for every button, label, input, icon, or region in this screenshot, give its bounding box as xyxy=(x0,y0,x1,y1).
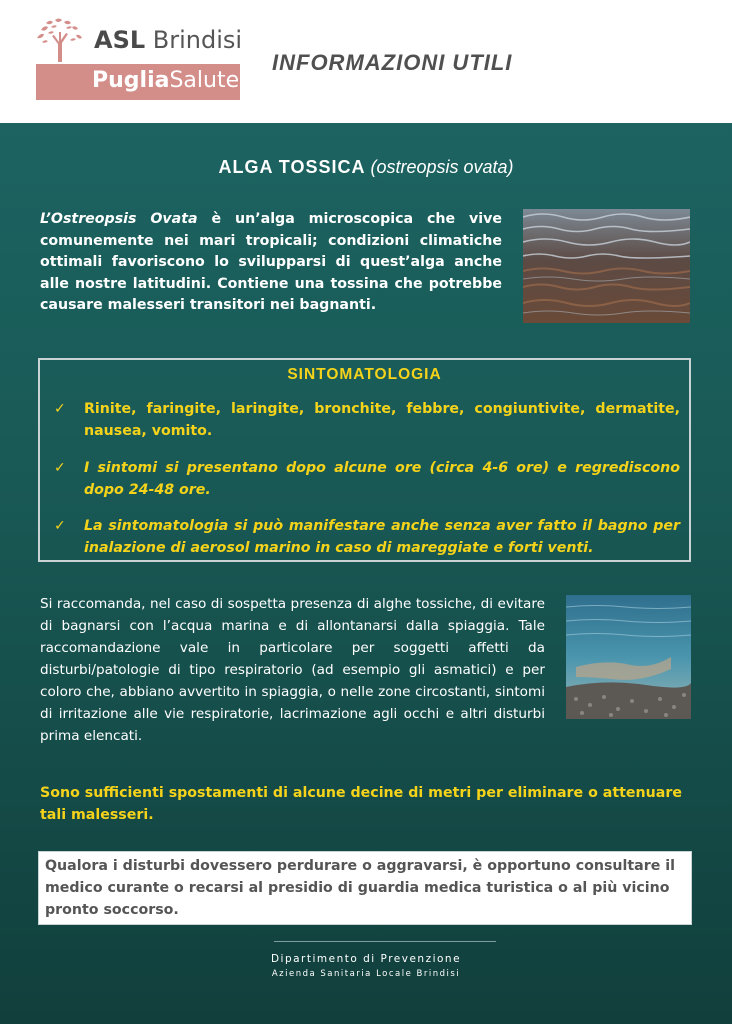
logo-puglia-salute-bar: PugliaSalute xyxy=(36,64,240,100)
symptoms-title: SINTOMATOLOGIA xyxy=(287,366,442,383)
asl-tree-logo-icon xyxy=(34,18,86,62)
header xyxy=(0,0,732,123)
recommendation-paragraph: Si raccomanda, nel caso di sospetta presenza di alghe tossiche, di evitare di bagnarsi con l’acqua marina e di allontanarsi dalla spiaggia. Tale raccomandazione vale in particolare per soggetti affetti da disturbi/patologie di tipo respiratorio (ad esempio gli asmatici) e per coloro che, abbiano avvertito in spiaggia, o nelle zone circostanti, sintomi di irritazione alle vie respiratorie, lacrimazione agli occhi e altri disturbi prima elencati. xyxy=(40,596,545,744)
symptoms-box xyxy=(38,358,691,562)
symptom-item: ✓ I sintomi si presentano dopo alcune ore (circa 4-6 ore) e regrediscono dopo 24-48 ore. xyxy=(54,457,680,501)
checkmark-icon: ✓ xyxy=(54,460,66,476)
symptom-item: ✓ La sintomatologia si può manifestare anche senza aver fatto il bagno per inalazione di aerosol marino in caso di mareggiate e forti venti. xyxy=(54,515,680,559)
footer-divider xyxy=(274,941,496,942)
footer-organization: Azienda Sanitaria Locale Brindisi xyxy=(271,969,461,979)
page-title: INFORMAZIONI UTILI xyxy=(272,50,513,75)
logo-wordmark: ASL Brindisi xyxy=(94,26,243,54)
seawater-algae-photo xyxy=(523,209,690,323)
note-paragraph: Sono sufficienti spostamenti di alcune decine di metri per eliminare o attenuare tali malesseri. xyxy=(40,785,682,823)
checkmark-icon: ✓ xyxy=(54,401,66,417)
symptom-item: ✓ Rinite, faringite, laringite, bronchite, febbre, congiuntivite, dermatite, nausea, vomito. xyxy=(54,398,680,442)
advice-text: Qualora i disturbi dovessero perdurare o aggravarsi, è opportuno consultare il medico curante o recarsi al presidio di guardia medica turistica o al più vicino pronto soccorso. xyxy=(45,858,676,918)
beach-water-photo xyxy=(566,595,691,719)
section-title: ALGA TOSSICA (ostreopsis ovata) xyxy=(218,157,514,177)
footer-department: Dipartimento di Prevenzione xyxy=(270,953,462,965)
advice-box xyxy=(38,851,692,925)
intro-paragraph: L’Ostreopsis Ovata è un’alga microscopica che vive comunemente nei mari tropicali; condizioni climatiche ottimali favoriscono lo svilupparsi di quest’alga anche alle nostre latitudini. Contiene una tossina che potrebbe causare malesseri transitori nei bagnanti. xyxy=(40,211,502,313)
checkmark-icon: ✓ xyxy=(54,518,66,534)
main-panel xyxy=(0,123,732,1024)
